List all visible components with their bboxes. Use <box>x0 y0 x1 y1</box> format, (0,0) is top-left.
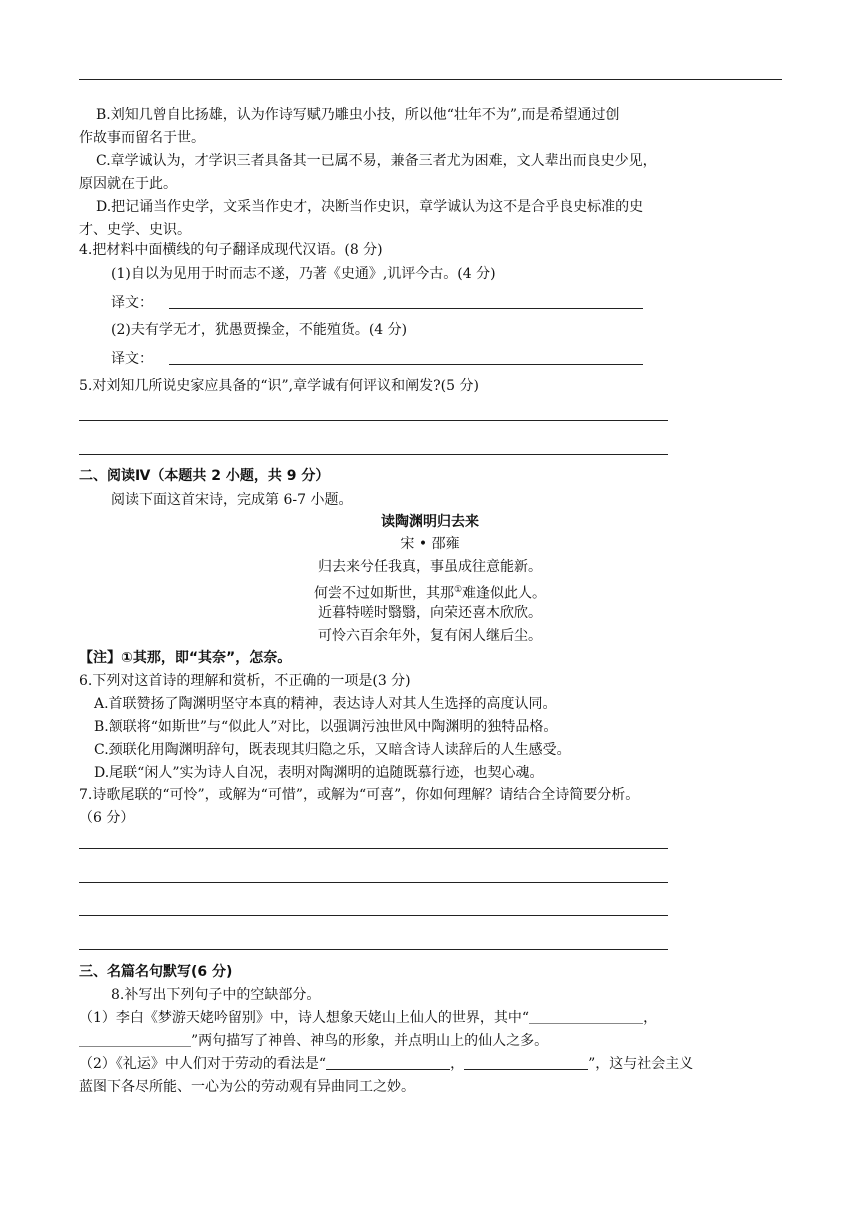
q6-option-c[interactable]: C.颈联化用陶渊明辞句，既表现其归隐之乐，又暗含诗人读辞后的人生感受。 <box>94 742 571 758</box>
q4-answer-label1: 译文： <box>111 295 153 311</box>
q7-answer-line1[interactable] <box>79 848 668 849</box>
q4-stem: 4.把材料中面横线的句子翻译成现代汉语。(8 分) <box>79 242 383 258</box>
q8-2-text-a: （2）《礼运》中人们对于劳动的看法是“ <box>79 1056 327 1072</box>
section2-heading: 二、阅读Ⅳ（本题共 2 小题，共 9 分） <box>79 468 330 484</box>
poem-author: 宋 • 邵雍 <box>400 536 460 552</box>
q4-answer-line1[interactable] <box>169 308 643 309</box>
q4-sub1: (1)自以为见用于时而志不遂，乃著《史通》,讥评今古。(4 分) <box>111 266 496 282</box>
q8-2-comma: ， <box>450 1056 465 1072</box>
q8-1-blank-1[interactable] <box>529 1009 643 1024</box>
q3-option-c-line2: 原因就在于此。 <box>79 176 177 192</box>
q7-answer-line4[interactable] <box>79 949 668 950</box>
poem-line-2-tail: 难逢似此人。 <box>462 585 547 602</box>
q4-answer-label2: 译文： <box>111 351 153 367</box>
q3-option-d-line1: D.把记诵当作史学，文采当作史才，决断当作史识，章学诚认为这不是合乎良史标准的史 <box>96 199 644 215</box>
q7-answer-line3[interactable] <box>79 915 668 916</box>
poem-line-4: 可怜六百余年外，复有闲人继后尘。 <box>318 628 542 644</box>
q7-stem-line1: 7.诗歌尾联的“可怜”，或解为“可惜”，或解为“可喜”，你如何理解？请结合全诗简要分析。 <box>79 787 640 803</box>
poem-title: 读陶渊明归去来 <box>381 514 479 530</box>
q6-option-d[interactable]: D.尾联“闲人”实为诗人自况，表明对陶渊明的追随既慕行迹，也契心魂。 <box>94 765 544 781</box>
q3-option-b-line2: 作故事而留名于世。 <box>79 130 205 146</box>
q6-option-b[interactable]: B.颔联将“如斯世”与“似此人”对比，以强调污浊世风中陶渊明的独特品格。 <box>94 719 558 735</box>
q8-1-text-a: （1）李白《梦游天姥吟留别》中，诗人想象天姥山上仙人的世界，其中“ <box>79 1010 530 1026</box>
section2-intro: 阅读下面这首宋诗，完成第 6-7 小题。 <box>111 492 353 508</box>
q8-1-line1 <box>79 1008 657 1028</box>
q8-2-line2: 蓝图下各尽所能、一心为公的劳动观有异曲同工之妙。 <box>79 1079 415 1095</box>
q8-2-blank-2[interactable] <box>464 1055 588 1070</box>
q6-stem: 6.下列对这首诗的理解和赏析，不正确的一项是(3 分) <box>79 673 411 689</box>
q8-2-line1 <box>79 1054 693 1074</box>
section3-heading: 三、名篇名句默写(6 分) <box>79 964 233 980</box>
q5-answer-line1[interactable] <box>79 420 668 421</box>
q8-2-text-b: ”，这与社会主义 <box>588 1056 694 1072</box>
q6-option-a[interactable]: A.首联赞扬了陶渊明坚守本真的精神，表达诗人对其人生选择的高度认同。 <box>94 696 557 712</box>
q4-sub2: (2)夫有学无才，犹愚贾操金，不能殖货。(4 分) <box>111 322 408 338</box>
poem-note: 【注】①其那，即“其奈”，怎奈。 <box>79 650 292 666</box>
q5-stem: 5.对刘知几所说史家应具备的“识”,章学诚有何评议和阐发?(5 分) <box>79 378 479 394</box>
q7-answer-line2[interactable] <box>79 882 668 883</box>
poem-line-3: 近暮特嗟时翳翳，向荣还喜木欣欣。 <box>318 605 542 621</box>
q3-option-d-line2: 才、史学、史识。 <box>79 222 191 238</box>
poem-line-2 <box>0 580 860 604</box>
header-rule <box>79 79 782 80</box>
q4-answer-line2[interactable] <box>169 364 643 365</box>
q5-answer-line2[interactable] <box>79 454 668 455</box>
q3-option-b-line1: B.刘知几曾自比扬雄，认为作诗写赋乃雕虫小技，所以他“壮年不为”,而是希望通过创 <box>96 107 620 123</box>
q8-stem: 8.补写出下列句子中的空缺部分。 <box>111 987 321 1003</box>
poem-line-2-head: 何尝不过如斯世，其那 <box>313 585 454 602</box>
q3-option-c-line1: C.章学诚认为，才学识三者具备其一已属不易，兼备三者尤为困难，文人辈出而良史少见， <box>96 153 657 169</box>
poem-note-mark: ① <box>453 585 463 595</box>
q8-1-comma: ， <box>643 1010 658 1026</box>
poem-line-1: 归去来兮任我真，事虽成往意能新。 <box>318 559 542 575</box>
q8-1-blank-2[interactable] <box>79 1032 191 1047</box>
q7-stem-line2: （6 分） <box>79 810 135 826</box>
q8-1-line2 <box>79 1031 548 1051</box>
q8-2-blank-1[interactable] <box>326 1055 450 1070</box>
q8-1-text-b: ”两句描写了神兽、神鸟的形象，并点明山上的仙人之多。 <box>191 1033 549 1049</box>
